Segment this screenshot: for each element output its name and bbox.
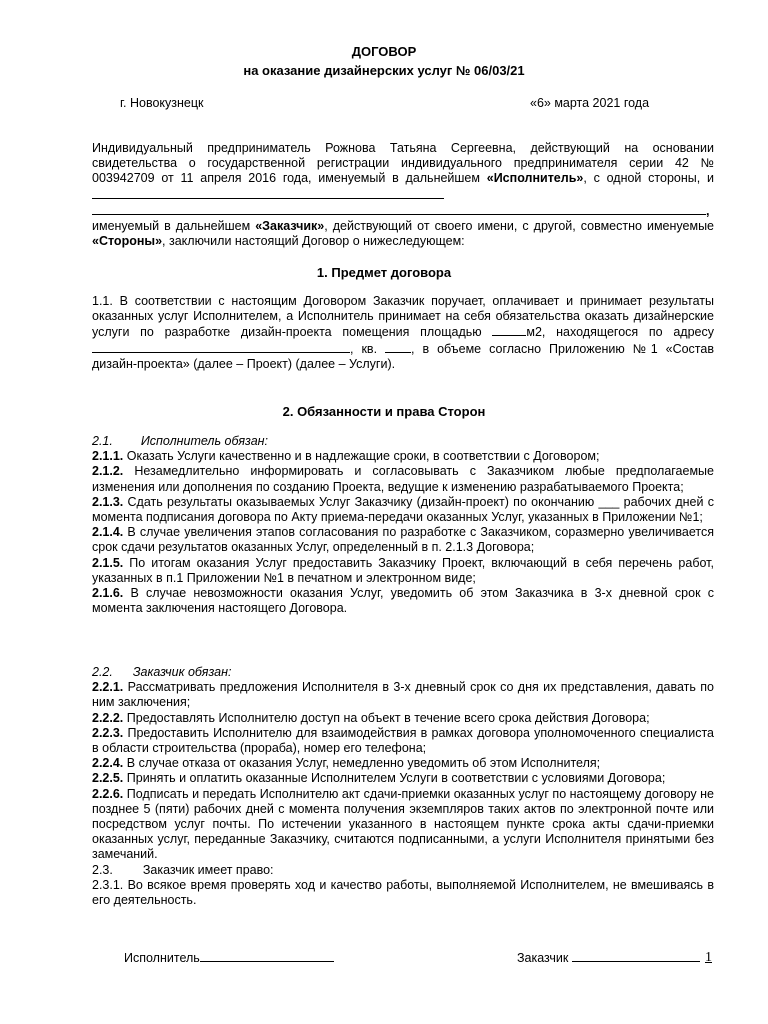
customer-name-blank — [92, 187, 444, 199]
section-2-heading: 2. Обязанности и права Сторон — [282, 404, 486, 419]
item-2-2-1: 2.2.1. Рассматривать предложения Исполнителя в 3-х дневный срок со дня их представления, давать по ним заключения; — [92, 680, 714, 710]
section-1-text: 1.1. В соответствии с настоящим Договором Заказчик поручает, оплачивает и принимает результаты оказанных услуг Исполнителем, а Исполнитель принимает на себя обязательства оказать дизайнерские услуги по разработке дизайн-проекта помещения площадью м2, находящегося по адресу , кв. , в объеме согласно Приложению №1 «Состав дизайн-проекта» (далее – Проект) (далее – Услуги). — [92, 294, 714, 371]
customer-signature-line — [572, 950, 700, 962]
customer-signature: Заказчик — [517, 950, 700, 965]
subsection-2-2-heading: 2.2. Заказчик обязан: — [92, 665, 232, 679]
parties-term: «Стороны» — [92, 234, 163, 249]
preamble-text-1: Индивидуальный предприниматель Рожнова Татьяна Сергеевна, действующий на основании свидетельства о государственной регистрации индивидуального предпринимателя серии 42 № 003942709 от 11 апреля 2016 года, именуемый в дальнейшем — [92, 141, 714, 186]
item-2-1-5: 2.1.5. По итогам оказания Услуг предоставить Заказчику Проект, включающий в себя перечень работ, указанных в п.1 Приложении №1 в печатном и электронном виде; — [92, 555, 714, 585]
customer-name-blank-2 — [92, 203, 706, 215]
executor-obligations — [92, 434, 714, 616]
customer-obligations — [92, 665, 714, 908]
apartment-blank — [385, 341, 411, 353]
item-2-2-3: 2.2.3. Предоставить Исполнителю для взаимодействия в рамках договора уполномоченного специалиста в области строительства (прораба), номер его телефона; — [92, 725, 714, 756]
page-number: 1 — [705, 950, 712, 965]
contract-date: «6» марта 2021 года — [530, 96, 650, 110]
area-blank — [492, 324, 526, 336]
subsection-2-1-heading: 2.1. Исполнитель обязан: — [92, 434, 269, 448]
item-2-3-1: 2.3.1. Во всякое время проверять ход и качество работы, выполняемой Исполнителем, не вмешиваясь в его деятельность. — [92, 877, 714, 908]
preamble-text-4: , действующий от своего имени, с другой, совместно именуемые — [324, 219, 714, 234]
executor-signature-line — [200, 950, 334, 962]
subsection-2-3-heading: 2.3. Заказчик имеет право: — [92, 862, 274, 877]
item-2-1-4: 2.1.4. В случае увеличения этапов согласования по разработке с Заказчиком, соразмерно увеличивается срок сдачи результатов оказанных Услуг, определенный в п. 2.1.3 Договора; — [92, 525, 714, 555]
item-2-1-6: 2.1.6. В случае невозможности оказания Услуг, уведомить об этом Заказчика в 3-х дневной срок с момента заключения настоящего Договора. — [92, 586, 714, 616]
section-1-heading: 1. Предмет договора — [316, 265, 452, 280]
contract-city: г. Новокузнецк — [120, 96, 204, 110]
item-2-1-3: 2.1.3. Сдать результаты оказываемых Услуг Заказчику (дизайн-проект) по окончанию ___ рабочих дней с момента подписания договора по Акту приема-передачи оказанных Услуг, указанных в Приложении №1; — [92, 494, 714, 525]
preamble: Индивидуальный предприниматель Рожнова Татьяна Сергеевна, действующий на основании свидетельства о государственной регистрации индивидуального предпринимателя серии 42 № 003942709 от 11 апреля 2016 года, именуемый в дальнейшем «Исполнитель», с одной стороны, и , именуемый в дальнейшем «Заказчик», действующий от своего имени, с другой, совместно именуемые «Стороны», заключили настоящий Договор о нижеследующем: — [92, 141, 714, 249]
item-2-2-4: 2.2.4. В случае отказа от оказания Услуг, немедленно уведомить об этом Исполнителя; — [92, 756, 601, 771]
address-blank — [92, 341, 350, 353]
item-2-2-2: 2.2.2. Предоставлять Исполнителю доступ на объект в течение всего срока действия Договора; — [92, 710, 650, 725]
item-2-1-2: 2.1.2. Незамедлительно информировать и согласовывать с Заказчиком любые предполагаемые изменения или дополнения по созданию Проекта, ведущие к изменению разрабатываемого Проекта; — [92, 464, 714, 494]
item-2-2-6: 2.2.6. Подписать и передать Исполнителю акт сдачи-приемки оказанных услуг по настоящему договору не позднее 5 (пяти) рабочих дней с момента получения экземпляров таких актов по электронной почте или посредством услуг почты. По истечении указанного в настоящем пункте срока акты сдачи-приемки оказанных услуг, переданные Заказчику, считаются подписанными, а услуги Исполнителя принятыми без замечаний. — [92, 786, 714, 862]
item-2-2-5: 2.2.5. Принять и оплатить оказанные Исполнителем Услуги в соответствии с условиями Договора; — [92, 771, 666, 786]
executor-signature: Исполнитель — [124, 950, 334, 965]
executor-term: «Исполнитель» — [486, 171, 584, 186]
item-2-1-1: 2.1.1. Оказать Услуги качественно и в надлежащие сроки, в соответствии с Договором; — [92, 449, 600, 464]
preamble-text-5: , заключили настоящий Договор о нижеследующем: — [162, 234, 465, 249]
customer-term: «Заказчик» — [255, 219, 325, 234]
preamble-text-2: , с одной стороны, и — [583, 171, 714, 186]
document-subtitle: на оказание дизайнерских услуг № 06/03/21 — [243, 63, 525, 78]
document-title: ДОГОВОР — [351, 44, 417, 59]
preamble-text-3: именуемый в дальнейшем — [92, 219, 251, 234]
